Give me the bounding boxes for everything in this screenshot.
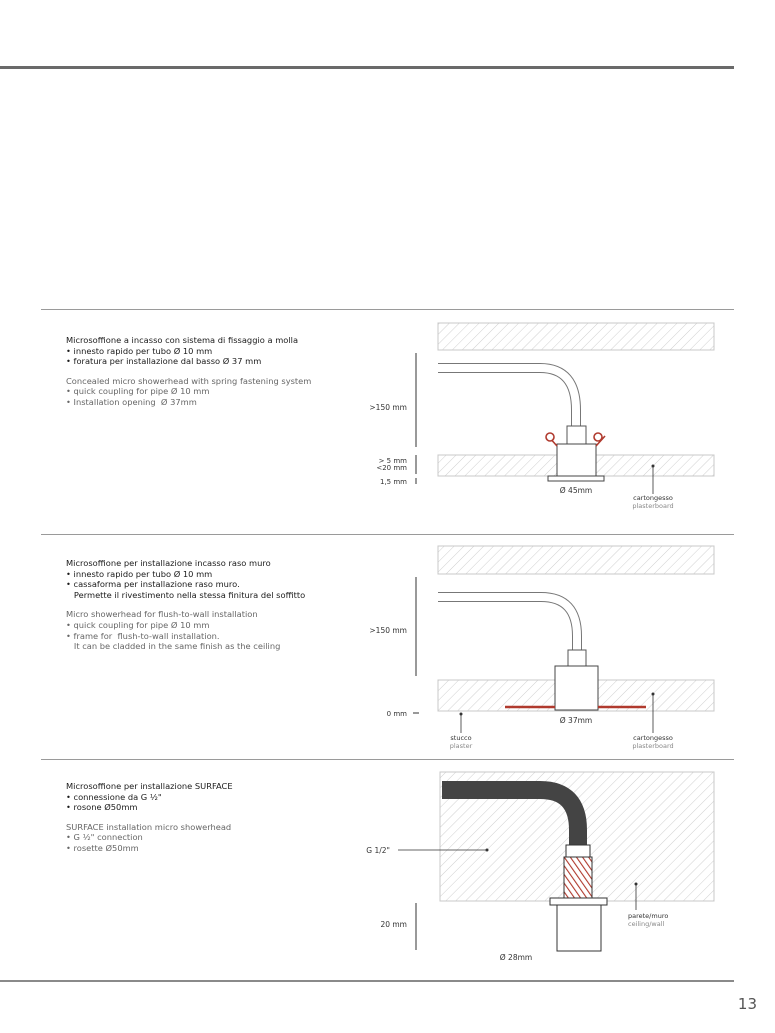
diagram-spring-fastening [369, 323, 714, 510]
stucco-label-it: stucco [450, 734, 472, 742]
material-label-en: plasterboard [632, 502, 674, 510]
leader-dot [652, 465, 655, 468]
pipe-inner [438, 597, 577, 652]
bullet-it: • rosone Ø50mm [66, 802, 138, 813]
rosette [550, 898, 607, 905]
stucco-label-en: plaster [449, 742, 473, 750]
spring-right-eye [594, 433, 602, 441]
bullet-en: • rosette Ø50mm [66, 842, 139, 853]
diameter-label: Ø 45mm [559, 486, 593, 495]
diagram-surface [366, 772, 714, 962]
material-label-en: plasterboard [632, 742, 674, 750]
showerhead-body [557, 444, 596, 476]
connector-nut [566, 845, 590, 857]
pipe-inner [438, 368, 576, 428]
title-en: Micro showerhead for flush-to-wall installation [66, 609, 258, 620]
title-en: Concealed micro showerhead with spring fastening system [66, 375, 312, 386]
thickness-label: 1,5 mm [380, 478, 407, 486]
bullet-it: • connessione da G ½" [66, 791, 162, 802]
gap-label: <20 mm [376, 464, 407, 472]
bullet-it: • cassaforma per installazione raso muro. [66, 579, 240, 590]
bullet-en: • quick coupling for pipe Ø 10 mm [66, 386, 210, 397]
leader-dot [652, 693, 655, 696]
ceiling-slab [438, 546, 714, 574]
wall-label-it: parete/muro [628, 912, 669, 920]
title-en: SURFACE installation micro showerhead [66, 821, 232, 832]
bullet-en: It can be cladded in the same finish as the ceiling [66, 641, 281, 652]
coupling [567, 426, 586, 444]
bullet-it: • innesto rapido per tubo Ø 10 mm [66, 568, 213, 579]
height-label: >150 mm [369, 403, 407, 412]
height-label: 20 mm [380, 920, 407, 929]
wall-label-en: ceiling/wall [628, 920, 665, 928]
material-label-it: cartongesso [633, 734, 673, 742]
bullet-it: Permette il rivestimento nella stessa finitura del soffitto [66, 589, 306, 600]
showerhead-body [555, 666, 598, 710]
material-label-it: cartongesso [633, 494, 673, 502]
spring-left-eye [546, 433, 554, 441]
diameter-label: Ø 28mm [499, 953, 533, 962]
title-it: Microsoffione a incasso con sistema di fissaggio a molla [66, 335, 299, 345]
pipe [438, 368, 576, 428]
showerhead-flange [548, 476, 604, 481]
bullet-it: • innesto rapido per tubo Ø 10 mm [66, 345, 213, 356]
title-it: Microsoffione per installazione incasso raso muro [66, 558, 271, 568]
bullet-en: • Installation opening Ø 37mm [66, 396, 197, 407]
leader-dot [635, 883, 638, 886]
title-it: Microsoffione per installazione SURFACE [66, 781, 233, 791]
zero-label: 0 mm [386, 710, 407, 718]
coupling [568, 650, 586, 666]
pipe [438, 597, 577, 652]
bullet-en: • quick coupling for pipe Ø 10 mm [66, 619, 210, 630]
threaded-connection [564, 857, 592, 898]
gap-label: > 5 mm [378, 457, 407, 465]
bullet-it: • foratura per installazione dal basso Ø 37 mm [66, 356, 262, 367]
showerhead-body [557, 905, 601, 951]
ceiling-slab [438, 323, 714, 350]
bullet-en: • frame for flush-to-wall installation. [66, 630, 220, 641]
bullet-en: • G ½" connection [66, 832, 143, 843]
thread-label: G 1/2" [366, 846, 390, 855]
page-number: 13 [737, 995, 757, 1013]
height-label: >150 mm [369, 626, 407, 635]
leader-dot [486, 849, 489, 852]
diameter-label: Ø 37mm [559, 716, 593, 725]
leader-dot [460, 713, 463, 716]
diagram-flush-to-wall [369, 546, 714, 750]
